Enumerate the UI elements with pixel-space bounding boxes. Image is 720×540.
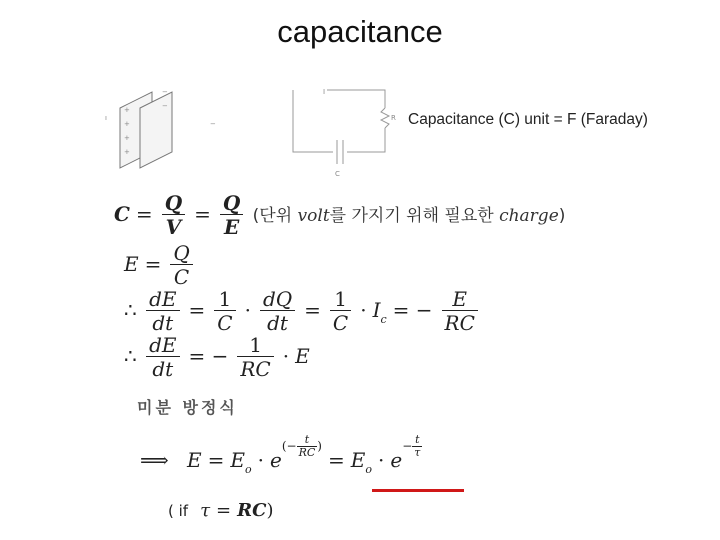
- svg-text:+: +: [124, 120, 130, 128]
- capacitor-plates-diagram: [100, 80, 230, 175]
- solution-equation: ⟹ $E = E_o \cdot e(-$ $\frac{t}{RC}$ )= $E_o \cdot e-$ $\frac{t}{\tau}$: [140, 433, 421, 476]
- svg-text:+: +: [124, 134, 130, 142]
- red-underline: [372, 489, 464, 492]
- svg-text:+: +: [124, 148, 130, 156]
- capacitance-unit-caption: Capacitance (C) unit = F (Faraday): [408, 111, 648, 128]
- svg-text:−: −: [162, 88, 168, 96]
- ode-label: 미분 방정식: [137, 398, 238, 417]
- svg-text:−: −: [162, 102, 168, 110]
- capacitance-definition: C = $\frac{Q}{V}$ = $\frac{Q}{E}$ (단위 volt를 가지기 위해 필요한 charge): [114, 191, 566, 239]
- rc-circuit-diagram: [285, 80, 405, 180]
- tau-condition: ( if τ = RC): [168, 500, 274, 521]
- circuit-capacitor-label: C: [335, 170, 340, 178]
- circuit-resistor-label: R: [391, 114, 396, 122]
- plate-charge-plus: +: [124, 106, 130, 114]
- plate-charge-minus: −: [210, 120, 216, 128]
- voltage-equation: E = $\frac{Q}{C}$: [124, 242, 196, 289]
- differential-equation: ∴ $\frac{dE}{dt}$ = − $\frac{1}{RC}$ · E: [124, 333, 310, 381]
- circuit-current-label: I: [323, 88, 326, 96]
- svg-text:ı: ı: [105, 114, 107, 122]
- derivative-equation: ∴ $\frac{dE}{dt}$ = $\frac{1}{C}$ · $\frac{dQ}{dt}$ = $\frac{1}{C}$ · $I_c$ = − $\frac{E}{RC}$: [124, 288, 481, 335]
- unit-note: (단위 volt를 가지기 위해 필요한 charge): [252, 206, 566, 226]
- slide-title: capacitance: [277, 14, 443, 49]
